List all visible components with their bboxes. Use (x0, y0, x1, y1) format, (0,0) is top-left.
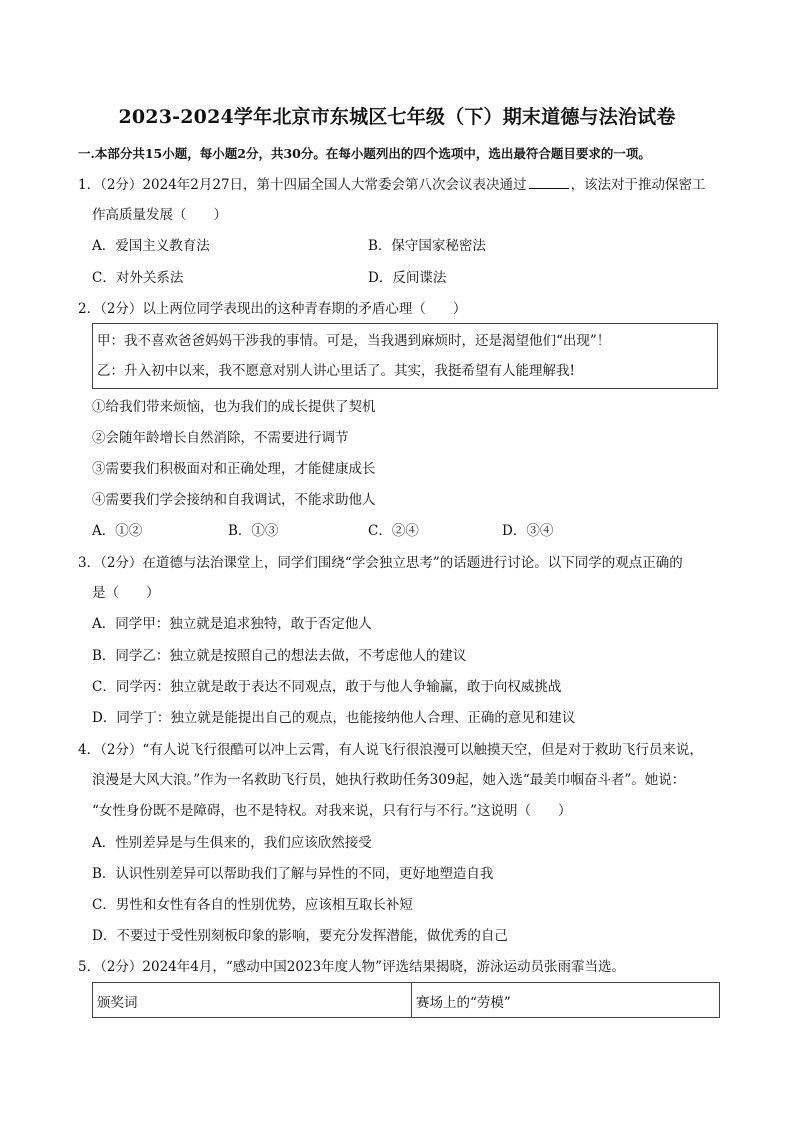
q5-table (92, 982, 720, 1018)
q2-option-d: D．③④ (502, 523, 554, 539)
q2-option-a: A．①② (92, 523, 143, 539)
question-4-stem: 4．（2分）“有人说飞行很酷可以冲上云霄，有人说飞行很浪漫可以触摸天空，但是对于救助飞行员来说， (78, 742, 703, 758)
q4-option-a: A．性别差异是与生俱来的，我们应该欣然接受 (92, 835, 372, 851)
q2-statement-3: ③需要我们积极面对和正确处理，才能健康成长 (92, 461, 376, 477)
q1-text-b: ，该法对于推动保密工 (570, 177, 706, 193)
q4-option-d: D．不要过于受性别刻板印象的影响，要充分发挥潜能，做优秀的自己 (92, 928, 508, 944)
q5-table-cell-1 (93, 983, 412, 1017)
q3-option-d: D．同学丁：独立就是能提出自己的观点，也能接纳他人合理、正确的意见和建议 (92, 710, 576, 726)
q5-table-cell-2 (412, 983, 719, 1017)
q1-option-c: C．对外关系法 (92, 270, 184, 286)
q5-cell-1-text: 颁奖词 (97, 995, 138, 1011)
q3-option-a: A．同学甲：独立就是追求独特，敢于否定他人 (92, 616, 372, 632)
q1-option-a: A．爱国主义教育法 (92, 238, 210, 254)
question-2-stem: 2．（2分）以上两位同学表现出的这种青春期的矛盾心理（ ） (78, 301, 467, 317)
q2-dialogue-jia: 甲：我不喜欢爸爸妈妈干涉我的事情。可是，当我遇到麻烦时，还是渴望他们“出现”！ (97, 333, 611, 349)
q5-cell-2-text: 赛场上的“劳模” (416, 995, 511, 1011)
q3-option-c: C．同学丙：独立就是敢于表达不同观点，敢于与他人争输赢，敢于向权威挑战 (92, 679, 562, 695)
section-heading: 一.本部分共15小题，每小题2分，共30分。在每小题列出的四个选项中，选出最符合题目要求的一项。 (78, 146, 651, 161)
q1-blank (529, 176, 569, 189)
q2-dialogue-box (92, 323, 718, 389)
q1-option-d: D．反间谍法 (368, 270, 447, 286)
q4-option-b: B．认识性别差异可以帮助我们了解与异性的不同，更好地塑造自我 (92, 866, 494, 882)
q1-option-b: B．保守国家秘密法 (368, 238, 486, 254)
question-5-stem: 5．（2分）2024年4月，“感动中国2023年度人物”评选结果揭晓，游泳运动员张雨霏当选。 (78, 959, 626, 975)
q2-option-c: C．②④ (368, 523, 419, 539)
q3-option-b: B．同学乙：独立就是按照自己的想法去做，不考虑他人的建议 (92, 648, 467, 664)
question-4-stem-cont1: 浪漫是大风大浪。”作为一名救助飞行员，她执行救助任务309起，她入选“最美巾帼奋斗者”。她说： (92, 772, 686, 788)
q2-statement-1: ①给我们带来烦恼，也为我们的成长提供了契机 (92, 399, 376, 415)
q2-statement-4: ④需要我们学会接纳和自我调试，不能求助他人 (92, 492, 376, 508)
question-1-stem-cont: 作高质量发展（ ） (92, 207, 227, 223)
question-3-stem-cont: 是（ ） (92, 585, 160, 601)
q2-statement-2: ②会随年龄增长自然消除，不需要进行调节 (92, 430, 349, 446)
question-4-stem-cont2: “女性身份既不是障碍，也不是特权。对我来说，只有行与不行。”这说明（ ） (92, 803, 572, 819)
q4-option-c: C．男性和女性有各自的性别优势，应该相互取长补短 (92, 897, 413, 913)
question-3-stem: 3．（2分）在道德与法治课堂上，同学们围绕“学会独立思考”的话题进行讨论。以下同学的观点正确的 (78, 555, 683, 571)
question-1-stem (78, 176, 706, 194)
exam-title: 2023-2024学年北京市东城区七年级（下）期末道德与法治试卷 (118, 106, 676, 128)
q2-option-b: B．①③ (228, 523, 279, 539)
q1-text-a: 1．（2分）2024年2月27日，第十四届全国人大常委会第八次会议表决通过 (78, 177, 527, 193)
q2-dialogue-yi: 乙：升入初中以来，我不愿意对别人讲心里话了。其实，我挺希望有人能理解我! (97, 363, 575, 379)
